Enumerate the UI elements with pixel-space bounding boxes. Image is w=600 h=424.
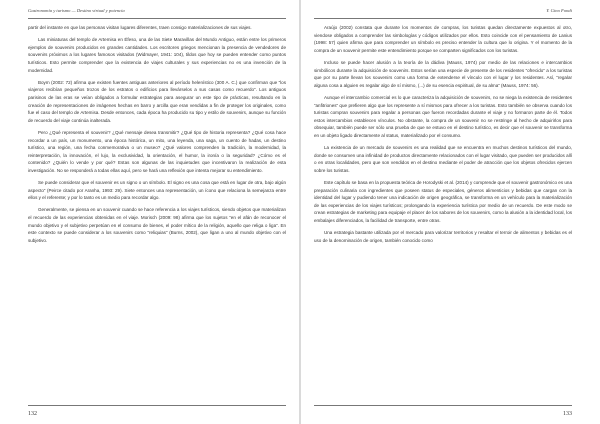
right-page-number: 133 [563, 411, 572, 417]
right-running-head: Y. Gino Fondi [546, 8, 572, 13]
left-page-number: 132 [28, 411, 37, 417]
right-header-rule [314, 18, 572, 19]
paragraph: Se puede considerar que el souvenir es un signo o un símbolo. El signo es una cosa que está en lugar de otra, bajo algún aspecto” (Peirce citado por Aranha, 1993: 29). Siete entonces una representación, un ícono que relaciona la semejanza entre ellos y el referente; y por lo tanto es un medio para recordar algo. [28, 180, 286, 201]
right-page-body [314, 24, 572, 249]
left-running-head: Gastronomía y turismo — Destino virtual y potencia [28, 8, 125, 13]
left-footer-rule [28, 405, 286, 406]
right-footer-rule [314, 405, 572, 406]
paragraph: Una estrategia bastante utilizada por el mercado para valorizar territorios y resaltar el terroir de alimentos y bebidas es el uso de la denominación de origen, también conocido como [314, 230, 572, 243]
paragraph: Generalmente, se piensa en un souvenir cuando se hace referencia a los viajes turísticos, siendo objetos que materializan el recuerdo de las experiencias obtenidas en el viaje. Morisch (2009: 98) afirma que los sujetos “en el afán de reconocer el mundo objetivo y el subjetivo perpetúan en el consumo de bienes, el poder mítico de la religión, aquello que religa o liga”. En este contexto se puede considerar a los souvenirs como “reliquias” (Burns, 2002), que ligan a uno al mundo objetivo con el subjetivo. [28, 207, 286, 243]
paragraph: Este capítulo se basa en la propuesta teórica de Horodyski et al. (2014) y comprende que el souvenir gastronómico es una preparación culinaria con ingredientes que poseen status de especiales, géneros alimenticios y bebidas que cargan con la identidad del lugar y pudiendo tener una indicación de origen geográfica, se transforma en un vehículo para la materialización de las experiencias de los viajes turísticos; prolongando la experiencia turística por medio de un recuerdo. De este modo se crean estrategias de marketing para equipaje el placer de los sabores de los souvenirs, como la alusión a la identidad local, los embalajes diferenciados, la facilidad de transporte, entre otras. [314, 180, 572, 224]
paragraph: Boym (2002: 72) afirma que existen fuentes antiguas anteriores al período helenístico (300 A. C.) que confirman que “los viajeros recibían pequeños trozos de los estratos o edificios para llevárselos a sus casas como recuerdo”. Los antiguos parisinos de las eras se veían obligados a formular estrategias para asegurar un este tipo de prácticas, resultando en la creación de representaciones de imágenes hechas en barro y arcilla que eran vendidas a fin de proteger los originales, como fue el caso del templo de Artemisa. Desde entonces, cada época ha producido su tipo y estilo de souvenirs, aunque su función de recuerdo del viaje continúa inalterada. [28, 79, 286, 123]
paragraph: La existencia de un mercado de souvenirs es una realidad que se encuentra en muchos destinos turísticos del mundo, donde se consumen una infinidad de productos directamente relacionados con el lugar visitado, que pueden ser producidos allí o en otras localidades, pero que son vendidos en el destino mediante el poder de atracción que los objetos ofrecidos ejercen sobre los turistas. [314, 145, 572, 173]
paragraph: Araújo (2002) constata que durante los momentos de compras, los turistas quedan directamente expuestos al otro, viendose obligados a comprender las simbologías y códigos utilizados por ellos. Esto coincide con el pensamiento de Lanius (1998: 57) quien afirma que para comprender un símbolo es preciso entender la cultura que lo origina. Y el momento de la compra de un souvenir permite este entendimiento porque se comparten significados con los turistas. [314, 25, 572, 53]
paragraph: Aunque el intercambio comercial es lo que caracteriza la adquisición de souvenirs, no se niega la existencia de residentes “anfitriones” que prefieren algo que los represente a sí mismos para ofrecer a los turistas. Esto también se observa cuando los turistas compran souvenirs para regalar a personas que fueron recordadas durante el viaje y no formaron parte de él. Todos estos intercambios establecen vínculos. No obstante, la compra de un souvenir no se restringe al hecho de adquirirlos para obsequiar, también puede ser sólo una prueba de que se estuvo en el destino turístico, es decir que el souvenir se transforma en un objeto ligado directamente al status, materializado por el consumo. [314, 94, 572, 138]
paragraph: partir del instante en que las personas visitan lugares diferentes, traen consigo materializaciones de sus viajes. [28, 25, 252, 30]
paragraph: Pero ¿Qué representa el souvenir? ¿Qué mensaje desea transmitir? ¿Qué tipo de historia representa? ¿Qué cosa hace recordar a un país, un monumento, una época histórica, un mito, una leyenda, una saga, un cuento de hadas, un destino turístico, una región, una fecha conmemorativa o un museo? ¿Qué valores comprenden la tradición, la modernidad, la reinterpretación, la innovación, el lujo, la exclusividad, la orientación, el humor, la ironía o la seguridad? ¿Cómo es el contenido? ¿Quién lo vende y por qué? Estas son algunas de las inquietudes que incentivaron la realización de esta investigación. No se responderá a todas ellas aquí, pero se hará una reflexión que intenta mejorar su entendimiento. [28, 129, 286, 173]
paragraph: Las miniaturas del templo de Artemisa en Éfeso, una de las Siete Maravillas del Mundo Antiguo, están entre los primeros ejemplos de souvenirs producidos en grandes cantidades. Los escritores griegos mencionan la presencia de vendedores de souvenirs próximos a los lugares famosos visitados (Widmayer, 1941: 104), tildos que hoy se pueden entender como puntos turísticos. Esto permite comprender que la existencia de viajes culturales y sus experiencias no es una invención de la modernidad. [28, 37, 286, 73]
left-page-body [28, 24, 286, 249]
right-page [300, 0, 600, 424]
paragraph: Incluso se puede hacer alusión a la teoría de la dádiva (Mauss, 1974) por medio de las relaciones e intercambios simbólicos durante la adquisición de souvenirs. Estos serían una especie de presente de los residentes “ofrecido” a los turistas que por su parte llevan los souvenirs como una forma de extenderse el vínculo con el lugar y los residentes. Así, “regalar alguna cosa a alguien es regalar algo de sí mismo, (...) de su esencia espiritual, de su alma” (Mauss, 1974: 56). [314, 59, 572, 88]
left-header-rule [28, 18, 286, 19]
